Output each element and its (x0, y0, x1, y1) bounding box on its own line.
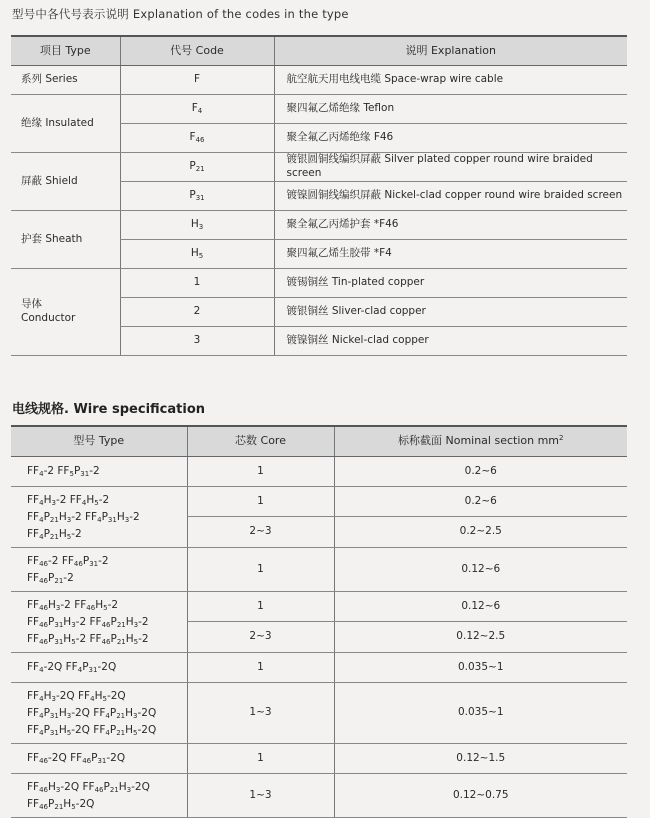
type-text: P (73, 465, 81, 477)
type-subscript: 4 (81, 498, 87, 507)
spec-row (11, 457, 627, 487)
type-subscript: 46 (39, 802, 49, 811)
type-text: P (110, 632, 117, 645)
spec-table (11, 425, 627, 818)
type-text: FF (65, 661, 78, 673)
spec-header-core: 芯数 Core (187, 426, 334, 457)
type-subscript: 31 (88, 666, 98, 674)
code-symbol: H (190, 218, 199, 231)
codes-explanation-cell: 镀镍铜丝 Nickel-clad copper (274, 327, 627, 356)
type-subscript: 21 (116, 728, 126, 737)
type-subscript: 5 (69, 470, 74, 478)
type-subscript: 4 (39, 666, 44, 674)
type-line (27, 492, 187, 509)
type-text: -2 (43, 465, 58, 477)
code-subscript: 4 (197, 107, 203, 116)
codes-explanation-cell: 镀银圆铜线编织屏蔽 Silver plated copper round wire braided screen (274, 153, 627, 182)
spec-core-cell: 2~3 (187, 517, 334, 548)
spec-title: 电线规格. Wire specification (12, 402, 206, 417)
type-text: -2 (98, 493, 110, 506)
codes-row (11, 269, 627, 298)
type-subscript: 21 (54, 802, 64, 811)
type-subscript: 21 (109, 785, 119, 794)
type-text: H (63, 615, 72, 628)
type-text: FF (27, 780, 40, 793)
type-line (27, 526, 187, 543)
type-text: P (48, 615, 55, 628)
type-text: H (125, 723, 134, 736)
type-text: P (82, 661, 89, 673)
code-symbol: 2 (193, 305, 201, 318)
type-subscript: 46 (39, 559, 49, 568)
type-text: H (58, 723, 67, 736)
spec-row (11, 744, 627, 774)
type-text: FF (78, 689, 91, 702)
code-subscript: 21 (195, 165, 205, 174)
type-line (27, 688, 187, 705)
type-text: H (43, 493, 52, 506)
type-text: P (48, 571, 55, 584)
spec-section-cell: 0.12~0.75 (334, 774, 627, 818)
type-subscript: 3 (133, 620, 139, 629)
type-subscript: 5 (133, 728, 138, 737)
type-text: P (43, 527, 50, 540)
type-subscript: 46 (39, 620, 49, 629)
codes-table (11, 35, 627, 356)
type-text: H (125, 615, 134, 628)
type-line (27, 614, 187, 631)
code-symbol: P (189, 160, 196, 173)
spec-type-cell (11, 487, 187, 548)
codes-code-cell (120, 124, 274, 153)
type-text: FF (27, 752, 40, 764)
type-subscript: 46 (39, 603, 49, 612)
type-text: H (48, 598, 56, 611)
type-text: P (43, 510, 50, 523)
type-line (27, 570, 187, 587)
code-symbol: P (189, 189, 196, 202)
spec-core-cell: 1 (187, 744, 334, 774)
type-text: P (48, 632, 55, 645)
codes-explanation-cell: 航空航天用电线电缆 Space-wrap wire cable (274, 66, 627, 95)
type-text: P (101, 510, 108, 523)
codes-type-cell: 绝缘 Insulated (11, 95, 120, 153)
type-text: H (125, 632, 134, 645)
type-text: H (86, 493, 95, 506)
type-text: -2 (60, 598, 75, 611)
type-text: FF (27, 598, 40, 611)
type-line (27, 659, 187, 676)
type-text: H (116, 510, 125, 523)
type-line (27, 779, 187, 796)
type-subscript: 5 (71, 637, 76, 646)
type-subscript: 46 (39, 785, 49, 794)
type-text: -2 (107, 598, 119, 611)
type-subscript: 31 (89, 559, 99, 568)
codes-type-cell: 导体 Conductor (11, 269, 120, 356)
type-subscript: 21 (116, 711, 126, 720)
type-subscript: 46 (39, 637, 49, 646)
codes-header-code: 代号 Code (120, 36, 274, 66)
type-subscript: 31 (80, 470, 90, 478)
type-subscript: 5 (71, 802, 76, 811)
type-subscript: 5 (66, 728, 72, 737)
type-subscript: 46 (82, 757, 92, 765)
spec-header-section: 标称截面 Nominal section $mm^2$ (334, 426, 627, 457)
type-subscript: 3 (66, 515, 72, 524)
spec-section-cell: 0.12~1.5 (334, 744, 627, 774)
type-text: FF (69, 493, 82, 506)
spec-core-cell: 1 (187, 548, 334, 592)
type-text: FF (57, 465, 70, 477)
spec-section-cell: 0.2~2.5 (334, 517, 627, 548)
codes-code-cell (120, 269, 274, 298)
code-symbol: 3 (193, 334, 201, 347)
type-text: FF (85, 510, 98, 523)
type-subscript: 46 (94, 785, 104, 794)
type-text: H (58, 706, 67, 719)
codes-title: 型号中各代号表示说明 Explanation of the codes in the type (12, 7, 349, 21)
type-text: -2 (75, 615, 90, 628)
codes-row (11, 211, 627, 240)
type-subscript: 4 (90, 694, 95, 703)
codes-explanation-cell: 聚全氟乙丙烯护套 *F46 (274, 211, 627, 240)
type-text: FF (93, 723, 106, 736)
type-text: H (125, 706, 134, 719)
type-text: -2 (55, 493, 70, 506)
type-text: -2 (48, 554, 62, 567)
type-text: FF (70, 752, 83, 764)
codes-code-cell (120, 182, 274, 211)
spec-row (11, 592, 627, 622)
type-subscript: 46 (101, 637, 111, 646)
type-subscript: 3 (51, 694, 56, 703)
code-subscript: 31 (195, 194, 205, 203)
codes-code-cell (120, 327, 274, 356)
type-line (27, 597, 187, 614)
type-subscript: 31 (54, 620, 64, 629)
type-subscript: 4 (77, 666, 83, 674)
spec-type-cell (11, 683, 187, 744)
type-text: -2Q (71, 723, 94, 736)
type-text: FF (27, 706, 40, 719)
type-text: P (110, 615, 117, 628)
code-subscript: 5 (198, 252, 204, 261)
type-text: -2 (71, 510, 86, 523)
type-line (27, 796, 187, 813)
type-subscript: 4 (39, 470, 44, 478)
type-subscript: 3 (55, 785, 61, 794)
type-text: FF (74, 598, 87, 611)
type-text: FF (27, 689, 40, 702)
type-text: -2 (129, 510, 140, 523)
type-text: -2Q (131, 780, 150, 793)
code-symbol: F (193, 73, 201, 86)
spec-header-type: 型号 Type (11, 426, 187, 457)
spec-row (11, 683, 627, 744)
codes-code-cell (120, 240, 274, 269)
spec-row (11, 548, 627, 592)
code-symbol: 1 (193, 276, 201, 289)
type-text: -2 (138, 632, 149, 645)
spec-section-cell: 0.12~6 (334, 548, 627, 592)
codes-explanation-cell: 聚全氟乙丙烯绝缘 F46 (274, 124, 627, 153)
type-subscript: 4 (105, 711, 110, 720)
type-text: -2 (89, 465, 100, 477)
type-subscript: 46 (39, 576, 49, 585)
type-text: FF (61, 554, 74, 567)
type-text: H (48, 780, 56, 793)
type-subscript: 5 (133, 637, 139, 646)
type-subscript: 5 (102, 694, 107, 703)
codes-code-cell (120, 66, 274, 95)
type-subscript: 21 (116, 637, 126, 646)
type-subscript: 3 (124, 515, 130, 524)
type-subscript: 3 (133, 711, 138, 720)
type-text: -2Q (137, 706, 157, 719)
codes-explanation-cell: 镀锡铜丝 Tin-plated copper (274, 269, 627, 298)
type-text: FF (27, 527, 40, 540)
type-text: FF (89, 632, 102, 645)
codes-explanation-cell: 镀银铜丝 Sliver-clad copper (274, 298, 627, 327)
spec-type-cell (11, 548, 187, 592)
codes-header-type: 项目 Type (11, 36, 120, 66)
code-symbol: F (189, 131, 196, 144)
spec-core-cell: 1~3 (187, 774, 334, 818)
type-subscript: 4 (97, 515, 102, 524)
type-text: -2 (63, 571, 74, 584)
type-text: -2 (138, 615, 149, 628)
type-text: H (94, 689, 103, 702)
type-text: P (109, 723, 117, 736)
type-subscript: 4 (39, 532, 44, 541)
type-text: FF (93, 706, 106, 719)
type-text: FF (27, 723, 40, 736)
spec-core-cell: 2~3 (187, 622, 334, 653)
type-text: H (58, 510, 67, 523)
type-text: -2Q (97, 661, 117, 673)
type-line (27, 722, 187, 739)
code-symbol: F (191, 102, 198, 115)
type-subscript: 4 (105, 728, 110, 737)
type-line (27, 631, 187, 648)
codes-row (11, 95, 627, 124)
type-subscript: 3 (66, 711, 72, 720)
codes-type-cell: 护套 Sheath (11, 211, 120, 269)
type-text: -2 (71, 527, 82, 540)
type-subscript: 31 (97, 757, 107, 765)
spec-section-cell: 0.035~1 (334, 653, 627, 683)
type-subscript: 4 (39, 711, 44, 720)
spec-row (11, 653, 627, 683)
type-subscript: 46 (86, 603, 96, 612)
codes-type-cell: 屏蔽 Shield (11, 153, 120, 211)
type-subscript: 4 (39, 515, 44, 524)
type-text: -2Q (106, 752, 126, 764)
type-subscript: 46 (73, 559, 83, 568)
type-text: H (63, 797, 72, 810)
code-subscript: 46 (195, 136, 205, 145)
type-text: -2Q (48, 752, 71, 764)
type-subscript: 31 (54, 637, 64, 646)
type-subscript: 5 (103, 603, 108, 612)
type-subscript: 21 (49, 515, 59, 524)
type-text: H (43, 689, 52, 702)
type-text: -2 (75, 632, 90, 645)
type-text: P (43, 723, 50, 736)
type-text: -2 (98, 554, 109, 567)
code-subscript: 3 (198, 223, 204, 232)
type-subscript: 21 (54, 576, 64, 585)
spec-core-cell: 1 (187, 592, 334, 622)
type-subscript: 3 (126, 785, 132, 794)
type-subscript: 46 (101, 620, 111, 629)
spec-section-cell: 0.12~2.5 (334, 622, 627, 653)
spec-section-cell: 0.12~6 (334, 592, 627, 622)
spec-row (11, 774, 627, 818)
type-text: -2Q (60, 780, 83, 793)
codes-row (11, 66, 627, 95)
codes-row (11, 153, 627, 182)
codes-explanation-cell: 聚四氟乙烯生胶带 *F4 (274, 240, 627, 269)
spec-core-cell: 1 (187, 457, 334, 487)
spec-row (11, 487, 627, 517)
spec-type-cell (11, 457, 187, 487)
spec-type-cell (11, 653, 187, 683)
type-text: FF (27, 493, 40, 506)
codes-code-cell (120, 153, 274, 182)
type-text: FF (27, 615, 40, 628)
type-line (27, 705, 187, 722)
type-subscript: 4 (39, 694, 44, 703)
spec-section-cell: 0.035~1 (334, 683, 627, 744)
spec-core-cell: 1 (187, 653, 334, 683)
type-subscript: 31 (49, 728, 59, 737)
codes-code-cell (120, 95, 274, 124)
type-text: FF (82, 780, 95, 793)
type-subscript: 31 (49, 711, 59, 720)
type-text: FF (27, 571, 40, 584)
type-text: -2Q (106, 689, 126, 702)
spec-section-cell: 0.2~6 (334, 487, 627, 517)
type-line (27, 750, 187, 767)
type-text: -2Q (71, 706, 94, 719)
spec-core-cell: 1 (187, 487, 334, 517)
type-text: P (109, 706, 117, 719)
type-text: FF (27, 661, 40, 673)
type-subscript: 4 (39, 498, 44, 507)
type-text: -2Q (55, 689, 79, 702)
type-subscript: 46 (39, 757, 49, 765)
type-text: FF (27, 797, 40, 810)
type-text: P (91, 752, 98, 764)
type-subscript: 31 (107, 515, 117, 524)
type-text: H (63, 632, 72, 645)
type-line (27, 553, 187, 570)
spec-type-cell (11, 744, 187, 774)
spec-section-cell: 0.2~6 (334, 457, 627, 487)
type-text: P (43, 706, 50, 719)
spec-type-cell (11, 592, 187, 653)
codes-explanation-cell: 聚四氟乙烯绝缘 Teflon (274, 95, 627, 124)
codes-type-cell: 系列 Series (11, 66, 120, 95)
codes-header-explanation: 说明 Explanation (274, 36, 627, 66)
type-text: H (58, 527, 67, 540)
type-text: FF (89, 615, 102, 628)
type-text: FF (27, 465, 40, 477)
codes-code-cell (120, 211, 274, 240)
spec-core-cell: 1~3 (187, 683, 334, 744)
codes-code-cell (120, 298, 274, 327)
type-subscript: 21 (49, 532, 59, 541)
type-text: FF (27, 554, 40, 567)
type-text: -2Q (75, 797, 95, 810)
type-subscript: 21 (116, 620, 126, 629)
type-text: H (95, 598, 104, 611)
type-text: FF (27, 632, 40, 645)
type-subscript: 5 (66, 532, 72, 541)
type-text: P (48, 797, 55, 810)
spec-type-cell (11, 774, 187, 818)
type-text: FF (27, 510, 40, 523)
type-text: -2Q (137, 723, 157, 736)
type-subscript: 3 (71, 620, 76, 629)
type-subscript: 3 (55, 603, 61, 612)
type-subscript: 3 (51, 498, 56, 507)
type-text: P (103, 780, 110, 793)
type-line (27, 509, 187, 526)
type-text: P (82, 554, 90, 567)
type-subscript: 4 (39, 728, 44, 737)
code-symbol: H (190, 247, 199, 260)
type-text: -2Q (43, 661, 66, 673)
codes-explanation-cell: 镀镍圆铜线编织屏蔽 Nickel-clad copper round wire braided screen (274, 182, 627, 211)
type-subscript: 5 (94, 498, 99, 507)
type-text: H (118, 780, 127, 793)
type-line (27, 463, 187, 480)
